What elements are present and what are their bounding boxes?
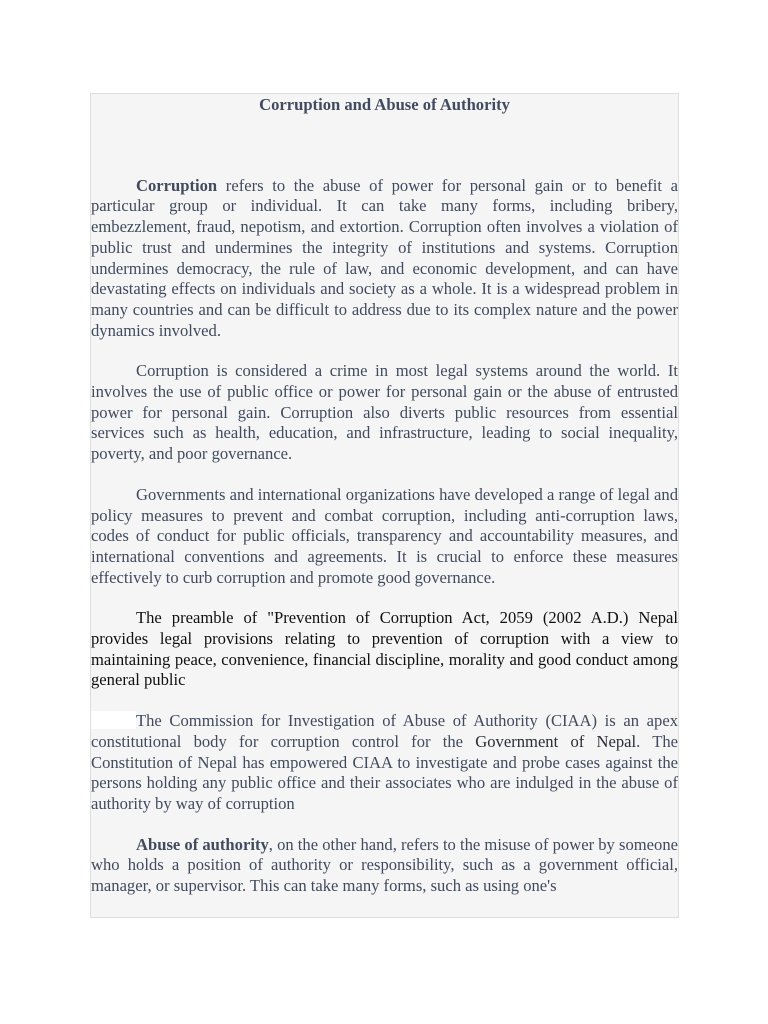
paragraph-text: Governments and international organizations have developed a range of legal and policy measures to prevent and combat corruption, including anti-corruption laws, codes of conduct for public officials, transparency and accountability measures, and international conventions and agreements. It is crucial to enforce these measures effectively to curb corruption and promote good governance. [91, 484, 678, 587]
paragraph-governments-measures [91, 485, 678, 589]
paragraph-text-continued: . The Constitution of Nepal has empowered CIAA to investigate and probe cases against the persons holding any public office and their associates who are indulged in the abuse of authority by way of corruption [91, 731, 679, 813]
paragraph-ciaa [91, 711, 678, 815]
document-page [90, 93, 679, 918]
indent-highlight [91, 711, 136, 729]
paragraph-text: refers to the abuse of power for personal gain or to benefit a particular group or individual. It can take many forms, including bribery, embezzlement, fraud, nepotism, and extortion. Corruption often involves a violation of public trust and undermines the integrity of institutions and systems. Corruption undermines democracy, the rule of law, and economic development, and can have devastating effects on individuals and society as a whole. It is a widespread problem in many countries and can be difficult to address due to its complex nature and the power dynamics involved. [91, 175, 678, 340]
paragraph-text: The preamble of "Prevention of Corruption Act, 2059 (2002 A.D.) Nepal provides legal provisions relating to prevention of corruption with a view to maintaining peace, convenience, financial discipline, morality and good conduct among general public [91, 608, 678, 690]
paragraph-abuse-of-authority [91, 835, 678, 897]
document-title: Corruption and Abuse of Authority [259, 95, 510, 114]
paragraph-corruption-definition [91, 176, 678, 342]
government-of-nepal-text: Government of Nepal [475, 731, 637, 751]
paragraph-text: The Commission for Investigation of Abuse of Authority (CIAA) is an apex constitutional body for corruption control for the [91, 711, 678, 751]
paragraph-lead-term: Corruption [136, 175, 218, 195]
paragraph-preamble-act [91, 608, 678, 691]
paragraph-text: Corruption is considered a crime in most legal systems around the world. It involves the use of public office or power for personal gain or the abuse of entrusted power for personal gain. Corruption also diverts public resources from essential services such as health, education, and infrastructure, leading to social inequality, poverty, and poor governance. [91, 361, 678, 464]
paragraph-corruption-crime [91, 361, 678, 465]
paragraph-lead-term: Abuse of authority [136, 834, 269, 854]
paragraph-text: , on the other hand, refers to the misuse of power by someone who holds a position of authority or responsibility, such as a government official, manager, or supervisor. This can take many forms, such as using one's [91, 834, 678, 896]
